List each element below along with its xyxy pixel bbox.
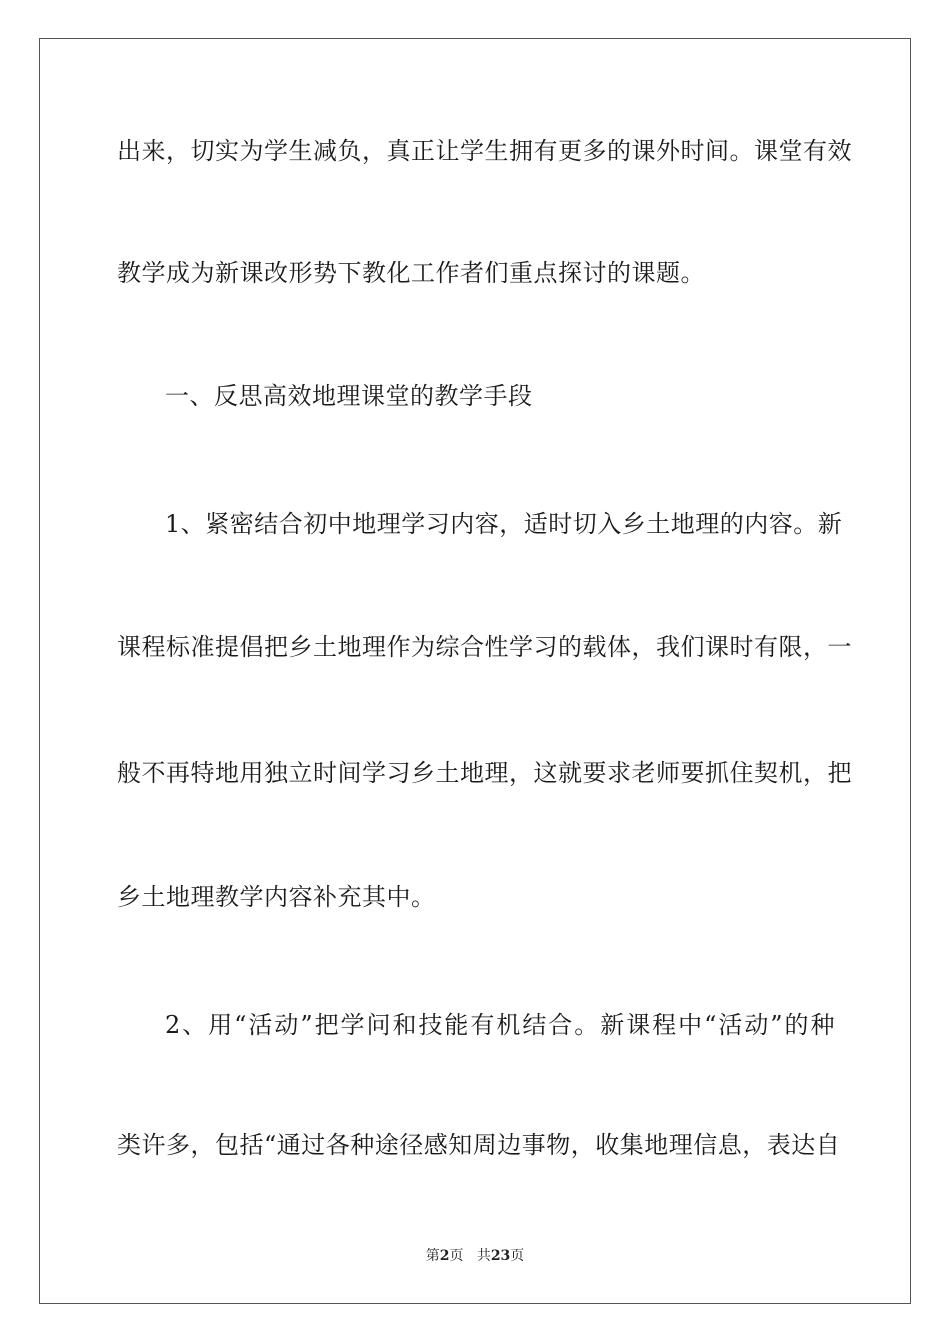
text-line-8: 2、用“活动”把学问和技能有机结合。新课程中“活动”的种 — [165, 1011, 835, 1039]
footer-page-prefix: 第 — [425, 1248, 440, 1264]
text-line-5: 课程标准提倡把乡土地理作为综合性学习的载体，我们课时有限，一 — [117, 633, 852, 661]
page-footer — [0, 1247, 950, 1265]
section-heading: 一、反思高效地理课堂的教学手段 — [165, 382, 533, 410]
page-frame — [39, 38, 911, 1304]
text-line-9: 类许多，包括“通过各种途径感知周边事物，收集地理信息，表达自 — [117, 1131, 841, 1159]
footer-total-pages: 23 — [490, 1248, 511, 1264]
text-line-1: 出来，切实为学生减负，真正让学生拥有更多的课外时间。课堂有效 — [117, 137, 852, 165]
footer-total-suffix: 页 — [510, 1248, 525, 1264]
text-line-7: 乡土地理教学内容补充其中。 — [117, 883, 436, 911]
footer-page-number: 2 — [439, 1248, 450, 1264]
text-line-2: 教学成为新课改形势下教化工作者们重点探讨的课题。 — [117, 259, 705, 287]
text-line-6: 般不再特地用独立时间学习乡土地理，这就要求老师要抓住契机，把 — [117, 759, 852, 787]
footer-total-prefix: 共 — [476, 1248, 491, 1264]
footer-page-suffix: 页 — [449, 1248, 464, 1264]
text-line-4: 1、紧密结合初中地理学习内容，适时切入乡土地理的内容。新 — [165, 510, 843, 538]
